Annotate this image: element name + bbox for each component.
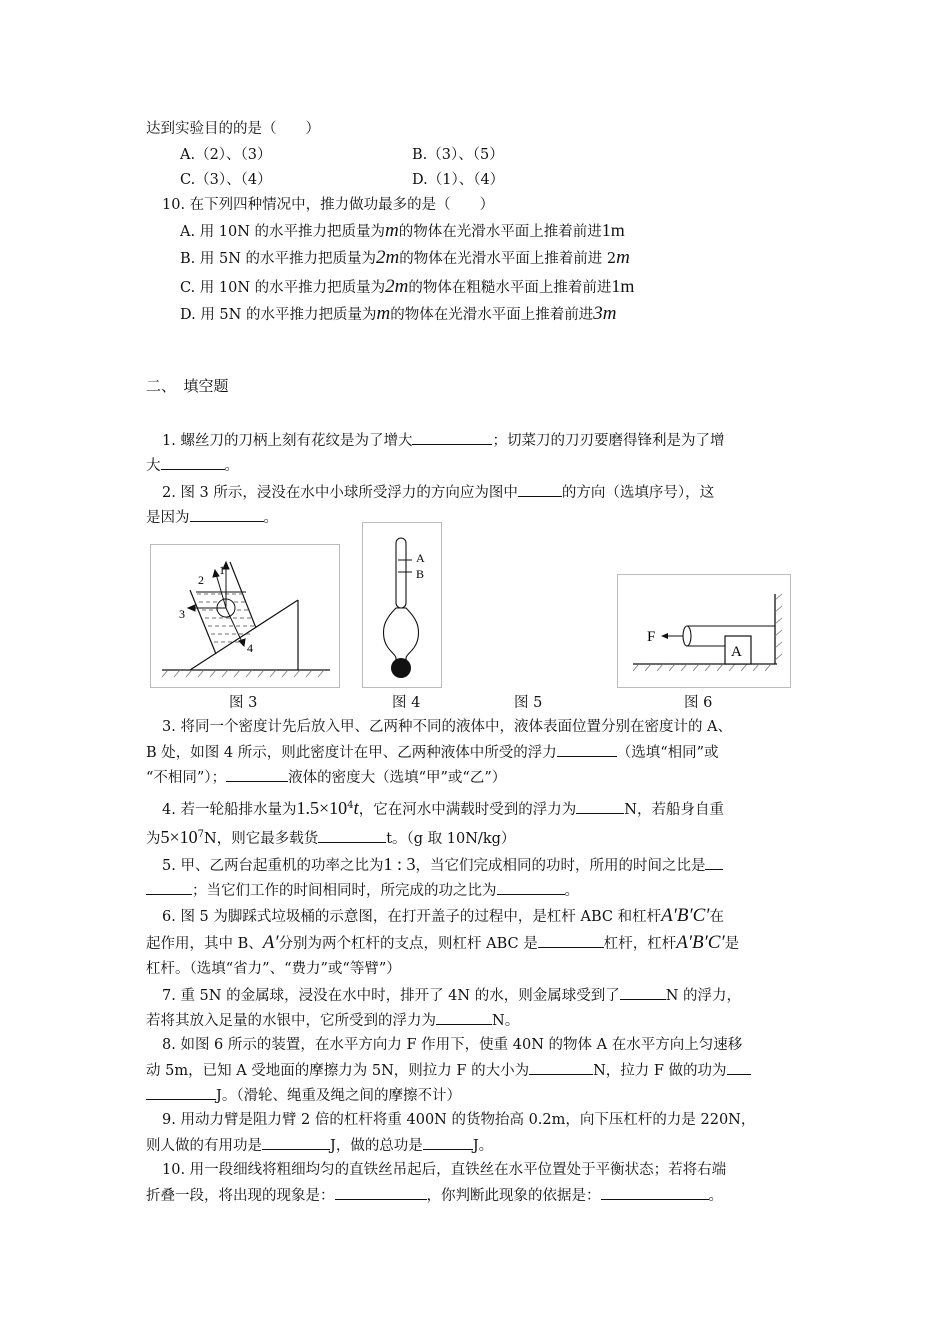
fig6-caption: 图 6: [684, 695, 713, 711]
fig6-label: A: [731, 644, 742, 660]
answer-blank[interactable]: [226, 767, 288, 782]
answer-blank[interactable]: [518, 482, 562, 497]
option-c: C.（3）、（4）: [180, 172, 272, 188]
fill-q1-line1: 1. 螺丝刀的刀柄上刻有花纹是为了增大 ；切菜刀的刀刃要磨得锋利是为了增: [162, 430, 724, 451]
answer-blank[interactable]: [335, 1185, 427, 1200]
answer-blank[interactable]: [529, 1060, 593, 1075]
fig3-label: 1: [219, 563, 225, 577]
answer-blank[interactable]: [412, 430, 492, 445]
fill-q3-line2: B 处，如图 4 所示，则此密度计在甲、乙两种液体中所受的浮力 （选填“相同”或: [146, 742, 719, 763]
fill-q1-line2: 大 。: [146, 455, 239, 476]
fill-q3-line3: “不相同”）； 液体的密度大（选填“甲”或“乙”）: [146, 767, 506, 788]
fill-q5-line1: 5. 甲、乙两台起重机的功率之比为1 : 3，当它们完成相同的功时，所用的时间之比是: [162, 854, 723, 876]
fill-q6-line3: 杠杆。（选填“省力”、“费力”或“等臂”）: [146, 961, 401, 977]
figure-6: [617, 574, 791, 688]
fill-q7-line1: 7. 重 5N 的金属球，浸没在水中时，排开了 4N 的水，则金属球受到了 N 的浮力，: [162, 985, 741, 1006]
answer-blank[interactable]: [190, 507, 264, 522]
fill-q2-line2: 是因为 。: [146, 507, 278, 528]
fill-q9-line1: 9. 用动力臂是阻力臂 2 倍的杠杆将重 400N 的货物抬高 0.2m，向下压杠杆的力是 220N，: [162, 1112, 756, 1128]
fill-q8-line3: J。（滑轮、绳重及绳之间的摩擦不计）: [146, 1085, 461, 1106]
fig4-label: A: [416, 551, 425, 565]
fill-q8-line2: 动 5m，已知 A 受地面的摩擦力为 5N，则拉力 F 的大小为 N，拉力 F 做的功为: [146, 1060, 751, 1081]
fill-q10-line2: 折叠一段，将出现的现象是： ，你判断此现象的依据是： 。: [146, 1185, 723, 1206]
fig3-label: 3: [179, 607, 185, 621]
answer-blank[interactable]: [318, 828, 386, 843]
answer-blank[interactable]: [538, 933, 604, 948]
fill-q5-line2: ；当它们工作的时间相同时，所完成的功之比为 。: [146, 880, 579, 901]
fig4-label: B: [416, 567, 425, 581]
fill-q4-line2: 为$5\times 10^7N$，则它最多载货 t。（g 取 10N/kg）: [146, 826, 516, 847]
figure-3: [150, 544, 340, 688]
answer-blank[interactable]: [705, 855, 723, 870]
answer-blank[interactable]: [601, 1185, 709, 1200]
fig3-caption: 图 3: [229, 695, 258, 711]
fill-q3-line1: 3. 将同一个密度计先后放入甲、乙两种不同的液体中，液体表面位置分别在密度计的 A、: [162, 719, 733, 735]
answer-blank[interactable]: [423, 1135, 473, 1150]
answer-blank[interactable]: [576, 799, 624, 814]
fill-q10-line1: 10. 用一段细线将粗细均匀的直铁丝吊起后，直铁丝在水平位置处于平衡状态；若将右端: [162, 1162, 727, 1178]
figure-4: [362, 522, 442, 688]
section-title: 二、 填空题: [146, 377, 229, 395]
fig5-caption: 图 5: [514, 695, 543, 711]
answer-blank[interactable]: [436, 1010, 492, 1025]
fill-q2-line1: 2. 图 3 所示，浸没在水中小球所受浮力的方向应为图中 的方向（选填序号），这: [162, 482, 714, 503]
answer-blank[interactable]: [727, 1060, 751, 1075]
answer-blank[interactable]: [262, 1135, 330, 1150]
fill-q9-line2: 则人做的有用功是 J，做的总功是 J。: [146, 1135, 493, 1156]
option-b: B.（3）、（5）: [412, 147, 504, 163]
fig4-caption: 图 4: [392, 695, 421, 711]
q10-stem: 10. 在下列四种情况中，推力做功最多的是（ ）: [162, 197, 495, 213]
q10-option-c: C. 用 10N 的水平推力把质量为2m的物体在粗糙水平面上推着前进1m: [180, 276, 635, 297]
fig3-label: 2: [198, 573, 204, 587]
answer-blank[interactable]: [146, 880, 192, 895]
fig3-label: 4: [247, 641, 253, 655]
answer-blank[interactable]: [161, 455, 225, 470]
q10-option-a: A. 用 10N 的水平推力把质量为m的物体在光滑水平面上推着前进1m: [180, 220, 625, 241]
fig6-label: F: [647, 629, 656, 645]
answer-blank[interactable]: [497, 880, 565, 895]
answer-blank[interactable]: [557, 742, 617, 757]
option-a: A.（2）、（3）: [180, 147, 272, 163]
q10-option-d: D. 用 5N 的水平推力把质量为m的物体在光滑水平面上推着前进3m: [180, 303, 617, 324]
q10-option-b: B. 用 5N 的水平推力把质量为2m的物体在光滑水平面上推着前进 2m: [180, 247, 630, 268]
fill-q6-line2: 起作用，其中 B、A′分别为两个杠杆的支点，则杠杆 ABC 是 杠杆，杠杆A′B′C′是: [146, 932, 740, 953]
option-d: D.（1）、（4）: [412, 172, 505, 188]
fill-q8-line1: 8. 如图 6 所示的装置，在水平方向力 F 作用下，使重 40N 的物体 A 在水平方向上匀速移: [162, 1037, 743, 1053]
fill-q4-line1: 4. 若一轮船排水量为$1.5\times 10^4t$，它在河水中满载时受到的浮力为 N，若船身自重: [162, 797, 724, 819]
fill-q7-line2: 若将其放入足量的水银中，它所受到的浮力为 N。: [146, 1010, 519, 1031]
answer-blank[interactable]: [146, 1085, 216, 1100]
prev-question-tail: 达到实验目的的是（ ）: [146, 121, 320, 137]
answer-blank[interactable]: [620, 985, 666, 1000]
fill-q6-line1: 6. 图 5 为脚踩式垃圾桶的示意图，在打开盖子的过程中，是杠杆 ABC 和杠杆A′B′C′在: [162, 905, 724, 926]
